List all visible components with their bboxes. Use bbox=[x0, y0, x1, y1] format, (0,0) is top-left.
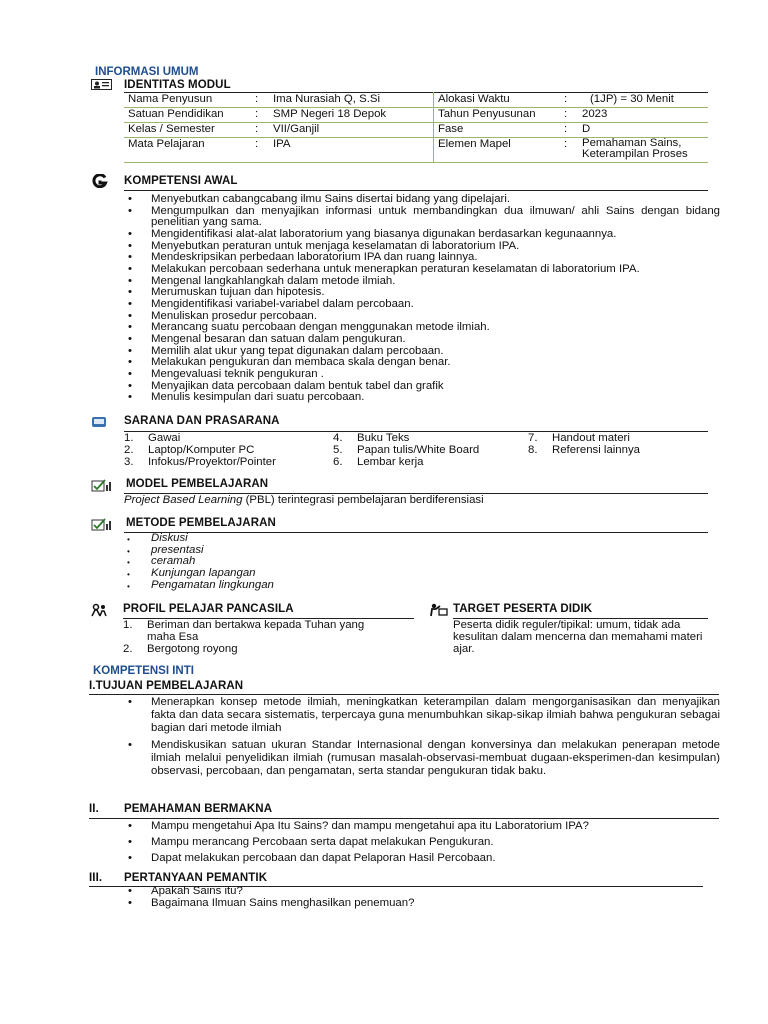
list-number: 7. bbox=[528, 432, 538, 444]
list-item: • Mengumpulkan dan menyajikan informasi untuk membandingkan dua ilmuwan/ ahli Sains dengan bidang penelitian yang sama. bbox=[124, 206, 720, 229]
list-item: • Menyebutkan peraturan untuk menjaga keselamatan di laboratorium IPA. bbox=[124, 241, 720, 253]
id-card-icon bbox=[91, 79, 113, 91]
target-text: Peserta didik reguler/tipikal: umum, tidak ada kesulitan dalam mencerna dan memahami materi ajar. bbox=[453, 619, 703, 655]
list-item bbox=[123, 643, 391, 655]
list-item: • Mendiskusikan satuan ukuran Standar Internasional dengan konversinya dan melakukan penerapan metode ilmiah melalui penyelidikan ilmiah (rumusan masalah-observasi-membuat dugaan-eksperimen-dan kesimpulan) observasi, percobaan, dan pengamatan, serta standar pengukuran tidak baku. bbox=[124, 739, 720, 779]
teacher-icon bbox=[430, 603, 448, 617]
list-item bbox=[333, 432, 523, 444]
model-text bbox=[124, 494, 484, 506]
list-item: • Diskusi bbox=[124, 533, 424, 545]
list-item: • Mampu mengetahui Apa Itu Sains? dan mampu mengetahui apa itu Laboratorium IPA? bbox=[124, 820, 720, 832]
list-item: • Melakukan percobaan sederhana untuk menerapkan peraturan keselamatan di laboratorium IPA. bbox=[124, 264, 720, 276]
list-text: Referensi lainnya bbox=[552, 444, 641, 456]
sarana-col-1 bbox=[124, 432, 324, 468]
list-item: • Apakah Sains itu? bbox=[124, 886, 720, 898]
table-row: Mata Pelajaran : IPA Elemen Mapel : Pemahaman Sains, Keterampilan Proses bbox=[124, 138, 708, 163]
list-item: • Mengidentifikasi alat-alat laboratorium yang biasanya digunakan berdasarkan kegunaannya. bbox=[124, 229, 720, 241]
metode-title: METODE PEMBELAJARAN bbox=[126, 517, 276, 529]
list-item: • ceramah bbox=[124, 556, 424, 568]
list-item: • Mampu merancang Percobaan serta dapat melakukan Pengukuran. bbox=[124, 836, 720, 848]
list-number: 3. bbox=[124, 456, 134, 468]
kompetensi-inti-heading: KOMPETENSI INTI bbox=[93, 665, 194, 677]
tujuan-title: I.TUJUAN PEMBELAJARAN bbox=[89, 680, 244, 692]
list-text: Laptop/Komputer PC bbox=[148, 444, 255, 456]
identitas-title: IDENTITAS MODUL bbox=[124, 79, 231, 91]
list-item bbox=[333, 444, 523, 456]
list-text: Lembar kerja bbox=[357, 456, 424, 468]
list-item: • Mengenal langkahlangkah dalam metode ilmiah. bbox=[124, 276, 720, 288]
pertanyaan-list bbox=[124, 886, 720, 909]
list-item: • Mengevaluasi teknik pengukuran . bbox=[124, 369, 720, 381]
list-item: • Merancang suatu percobaan dengan menggunakan metode ilmiah. bbox=[124, 322, 720, 334]
list-item bbox=[124, 456, 324, 468]
list-number: 5. bbox=[333, 444, 343, 456]
metode-list bbox=[124, 533, 424, 591]
pemahaman-num: II. bbox=[89, 803, 99, 815]
list-item: • Melakukan pengukuran dan membaca skala dengan benar. bbox=[124, 357, 720, 369]
pemahaman-list bbox=[124, 820, 720, 868]
list-item: • Menuliskan prosedur percobaan. bbox=[124, 311, 720, 323]
sarana-col-3 bbox=[528, 432, 718, 456]
sarana-col-2 bbox=[333, 432, 523, 468]
pemahaman-title: PEMAHAMAN BERMAKNA bbox=[124, 803, 273, 815]
target-title: TARGET PESERTA DIDIK bbox=[453, 603, 593, 615]
list-number: 1. bbox=[124, 432, 134, 444]
list-item: • Merumuskan tujuan dan hipotesis. bbox=[124, 287, 720, 299]
model-text-rest: (PBL) terintegrasi pembelajaran berdiferensiasi bbox=[242, 494, 484, 506]
list-item: • Pengamatan lingkungan bbox=[124, 580, 424, 592]
list-item bbox=[124, 432, 324, 444]
kompetensi-awal-title: KOMPETENSI AWAL bbox=[124, 175, 238, 187]
info-umum-heading: INFORMASI UMUM bbox=[95, 66, 199, 78]
checkbox-chart-icon bbox=[91, 478, 113, 492]
list-text: Buku Teks bbox=[357, 432, 410, 444]
list-number: 8. bbox=[528, 444, 538, 456]
list-text: Papan tulis/White Board bbox=[357, 444, 480, 456]
list-number: 6. bbox=[333, 456, 343, 468]
list-item: • Memilih alat ukur yang tepat digunakan dalam percobaan. bbox=[124, 346, 720, 358]
list-text: Gawai bbox=[148, 432, 181, 444]
g-logo-icon bbox=[92, 174, 108, 188]
list-item: • presentasi bbox=[124, 545, 424, 557]
list-text: Infokus/Proyektor/Pointer bbox=[148, 456, 276, 468]
table-row: Satuan Pendidikan : SMP Negeri 18 Depok Tahun Penyusunan : 2023 bbox=[124, 108, 708, 123]
list-number: 2. bbox=[124, 444, 134, 456]
list-item bbox=[123, 619, 391, 643]
list-item: • Dapat melakukan percobaan dan dapat Pelaporan Hasil Percobaan. bbox=[124, 852, 720, 864]
list-item bbox=[528, 432, 718, 444]
list-item: • Menulis kesimpulan dari suatu percobaan. bbox=[124, 392, 720, 404]
list-number: 1. bbox=[123, 619, 133, 631]
list-item: • Mendeskripsikan perbedaan laboratorium IPA dan ruang lainnya. bbox=[124, 252, 720, 264]
list-text: Beriman dan bertakwa kepada Tuhan yang maha Esa bbox=[147, 619, 365, 643]
list-item: • Mengidentifikasi variabel-variabel dalam percobaan. bbox=[124, 299, 720, 311]
tujuan-list bbox=[124, 696, 720, 781]
list-item: • Mengenal besaran dan satuan dalam pengukuran. bbox=[124, 334, 720, 346]
list-text: Bergotong royong bbox=[147, 643, 238, 655]
pertanyaan-title: PERTANYAAN PEMANTIK bbox=[124, 872, 268, 884]
people-icon bbox=[91, 603, 109, 617]
checkbox-chart-icon bbox=[91, 517, 113, 531]
list-item bbox=[333, 456, 523, 468]
list-number: 2. bbox=[123, 643, 133, 655]
classroom-icon bbox=[91, 415, 107, 429]
pertanyaan-num: III. bbox=[89, 872, 103, 884]
identitas-table bbox=[124, 92, 708, 163]
kompetensi-awal-list bbox=[124, 194, 720, 404]
list-item bbox=[124, 444, 324, 456]
model-title: MODEL PEMBELAJARAN bbox=[126, 478, 269, 490]
sarana-title: SARANA DAN PRASARANA bbox=[124, 415, 280, 427]
model-text-italic: Project Based Learning bbox=[124, 494, 243, 506]
list-text: Handout materi bbox=[552, 432, 630, 444]
list-item: • Menerapkan konsep metode ilmiah, meningkatkan keterampilan dalam mengorganisasikan dan menyajikan fakta dan data secara sistematis, terpercaya guna menumbuhkan sikap-sikap ilmiah bahwa pengukuran sebagai bagian dari metode ilmiah bbox=[124, 696, 720, 736]
list-number: 4. bbox=[333, 432, 343, 444]
list-item bbox=[528, 444, 718, 456]
list-item: • Bagaimana Ilmuan Sains menghasilkan penemuan? bbox=[124, 898, 720, 910]
list-item: • Kunjungan lapangan bbox=[124, 568, 424, 580]
list-item: • Menyajikan data percobaan dalam bentuk tabel dan grafik bbox=[124, 381, 720, 393]
table-row: Nama Penyusun : Ima Nurasiah Q, S.Si Alokasi Waktu : (1JP) = 30 Menit bbox=[124, 93, 708, 108]
table-row: Kelas / Semester : VII/Ganjil Fase : D bbox=[124, 123, 708, 138]
list-item: • Menyebutkan cabangcabang ilmu Sains disertai bidang yang dipelajari. bbox=[124, 194, 720, 206]
profil-title: PROFIL PELAJAR PANCASILA bbox=[123, 603, 294, 615]
profil-list bbox=[123, 619, 391, 655]
